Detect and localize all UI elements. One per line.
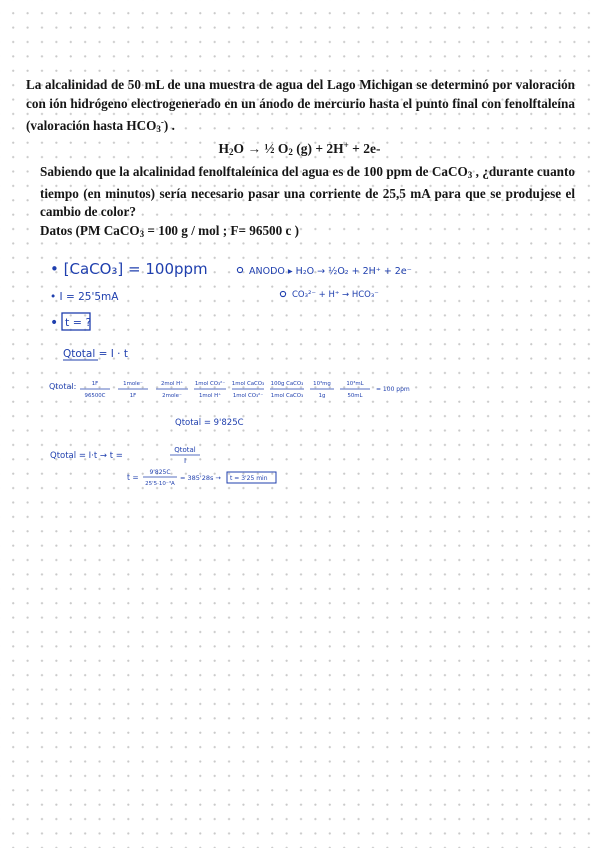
factor-numerator: 1F [91, 381, 99, 387]
factor-denominator: 1mol H⁺ [198, 393, 222, 399]
time-numerator: 9'825C [149, 469, 171, 476]
problem-statement: La alcalinidad de 50 mL de una muestra de agua del Lago Michigan se determinó por valoración con ión hidrógeno electrogenerado en un ánodo de mercurio hasta el punto final con fenolftaleína (valoración hasta $HCO_3^-$) . [26, 77, 575, 135]
factor-numerator: 10³mL [346, 381, 364, 387]
factor-denominator: 1g [318, 393, 326, 399]
question-text: Sabiendo que la alcalinidad fenolftaleínica del agua es de 100 ppm de CaCO$_3$ , ¿durante cuanto tiempo (en minutos) sería necesario pasar una corriente de 25,5 mA para que se produjese el cambio de color? [40, 164, 575, 220]
factor-numerator: 10³mg [313, 381, 331, 387]
note-time-seconds: = 385'28s → [180, 474, 221, 482]
factor-numerator: 2mol H⁺ [160, 381, 184, 387]
bullet-circle [237, 267, 242, 272]
note-unknown: t = ? [65, 316, 92, 329]
formula-denominator: I [183, 457, 187, 465]
note-concentration: • [CaCO₃] = 100ppm [50, 260, 208, 278]
given-data: Datos (PM CaCO$_3$ = 100 g / mol ; F= 96500 c ) [40, 223, 300, 239]
factor-denominator: 1mol CaCO₃ [270, 393, 304, 399]
note-qtotal-value: Qtotal = 9'825C [175, 418, 244, 428]
factor-numerator: 1mol CaCO₃ [231, 381, 265, 387]
note-qtotal-definition: Qtotal = I · t [63, 348, 128, 360]
note-answer: t = 3'25 min [230, 475, 268, 482]
factor-numerator: 1mol CO₃²⁻ [194, 381, 226, 387]
factor-denominator: 1mol CO₃²⁻ [232, 393, 264, 399]
factor-denominator: 1F [129, 393, 137, 399]
note-carbonate-reaction: CO₃²⁻ + H⁺ → HCO₃⁻ [292, 290, 379, 300]
bullet-circle [280, 291, 285, 296]
chain-result: = 100 ppm [376, 386, 410, 393]
factor-denominator: 2mole⁻ [162, 393, 182, 399]
note-anode-reaction: ANODO ▸ H₂O → ½O₂ + 2H⁺ + 2e⁻ [249, 266, 412, 277]
factor-denominator: 50mL [347, 393, 363, 399]
note-current: • I = 25'5mA [50, 291, 119, 303]
half-reaction-equation: $H_2O$ → ½ $O_2$ (g) + 2H+ + 2e- [218, 140, 381, 157]
factor-numerator: 100g CaCO₃ [270, 381, 304, 387]
formula-numerator: Qtotal [174, 446, 196, 454]
note-unknown-bullet: • [50, 315, 59, 331]
factor-denominator: 96500C [84, 393, 106, 399]
factor-numerator: 1mole⁻ [123, 381, 143, 387]
time-denominator: 25'5·10⁻³A [145, 481, 175, 487]
chain-label: Qtotal: [49, 382, 77, 391]
note-time-lhs: t = [127, 473, 139, 482]
note-time-formula: Qtotal = I·t → t = [50, 451, 123, 461]
